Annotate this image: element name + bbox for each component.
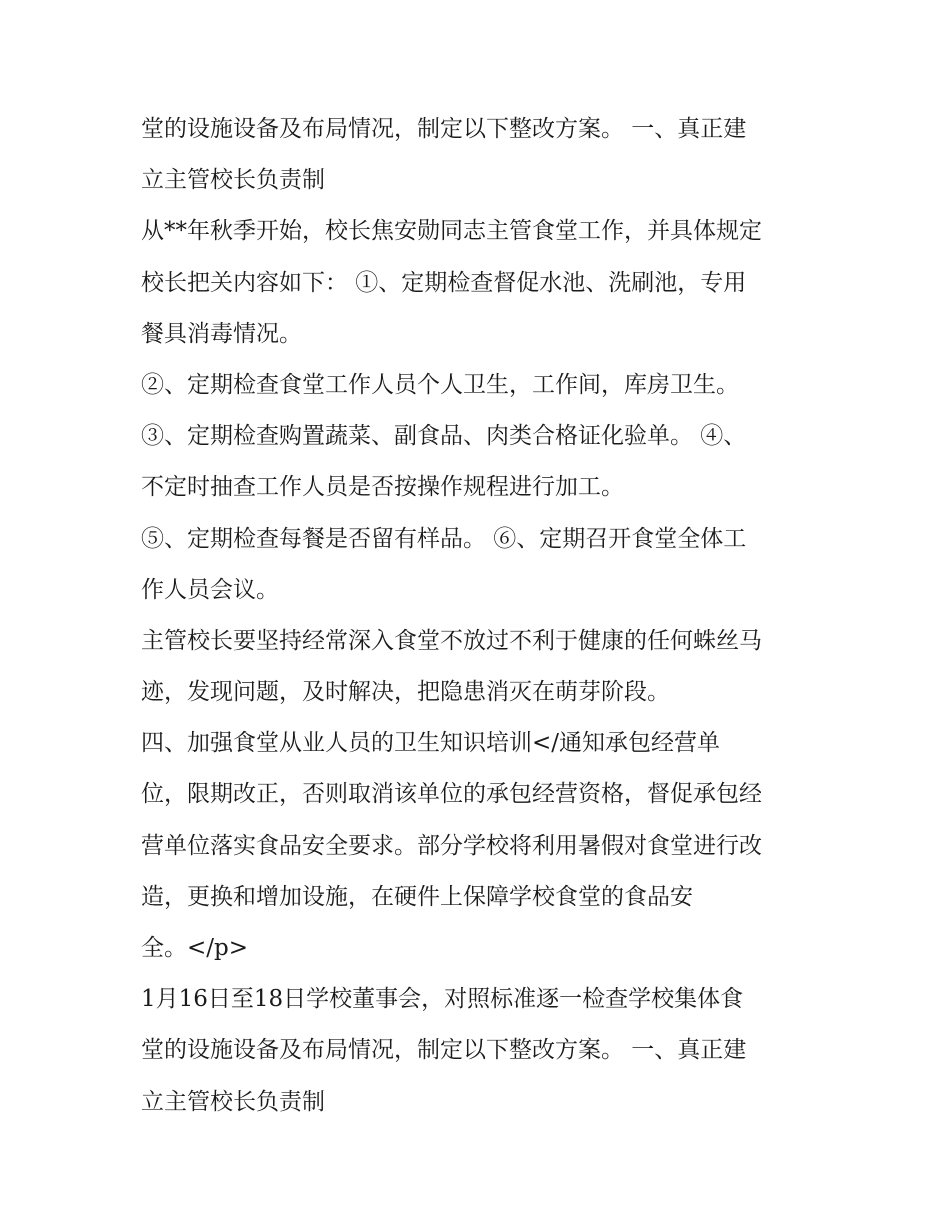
text-line: 四、加强食堂从业人员的卫生知识培训</通知承包经营单: [141, 730, 721, 757]
text-line: 造，更换和增加设施，在硬件上保障学校食堂的食品安: [141, 883, 693, 910]
text-line: ③、定期检查购置蔬菜、副食品、肉类合格证化验单。 ④、: [141, 423, 747, 450]
text-line: 堂的设施设备及布局情况，制定以下整改方案。 一、真正建: [141, 1037, 747, 1064]
text-line: 全。</p>: [141, 935, 249, 961]
text-line: 迹，发现问题，及时解决，把隐患消灭在萌芽阶段。: [141, 679, 670, 706]
text-line: ⑤、定期检查每餐是否留有样品。 ⑥、定期召开食堂全体工: [141, 525, 747, 552]
text-line: 立主管校长负责制: [141, 1088, 325, 1115]
text-line: 餐具消毒情况。: [141, 320, 302, 347]
text-line: 校长把关内容如下： ①、定期检查督促水池、洗刷池，专用: [141, 269, 747, 296]
text-line: 堂的设施设备及布局情况，制定以下整改方案。 一、真正建: [141, 116, 747, 142]
text-line: 营单位落实食品安全要求。部分学校将利用暑假对食堂进行改: [141, 832, 762, 859]
document-body: [141, 104, 821, 1128]
text-line: 立主管校长负责制: [141, 167, 325, 194]
text-line: 作人员会议。: [141, 576, 279, 603]
text-line: ②、定期检查食堂工作人员个人卫生，工作间，库房卫生。: [141, 371, 739, 398]
text-line: 不定时抽查工作人员是否按操作规程进行加工。: [141, 474, 624, 501]
text-line: 从**年秋季开始，校长焦安勋同志主管食堂工作，并具体规定: [141, 218, 762, 245]
text-line: 1月16日至18日学校董事会，对照标准逐一检查学校集体食: [141, 986, 744, 1013]
text-line: 位，限期改正，否则取消该单位的承包经营资格，督促承包经: [141, 781, 762, 808]
text-line: 主管校长要坚持经常深入食堂不放过不利于健康的任何蛛丝马: [141, 627, 762, 654]
